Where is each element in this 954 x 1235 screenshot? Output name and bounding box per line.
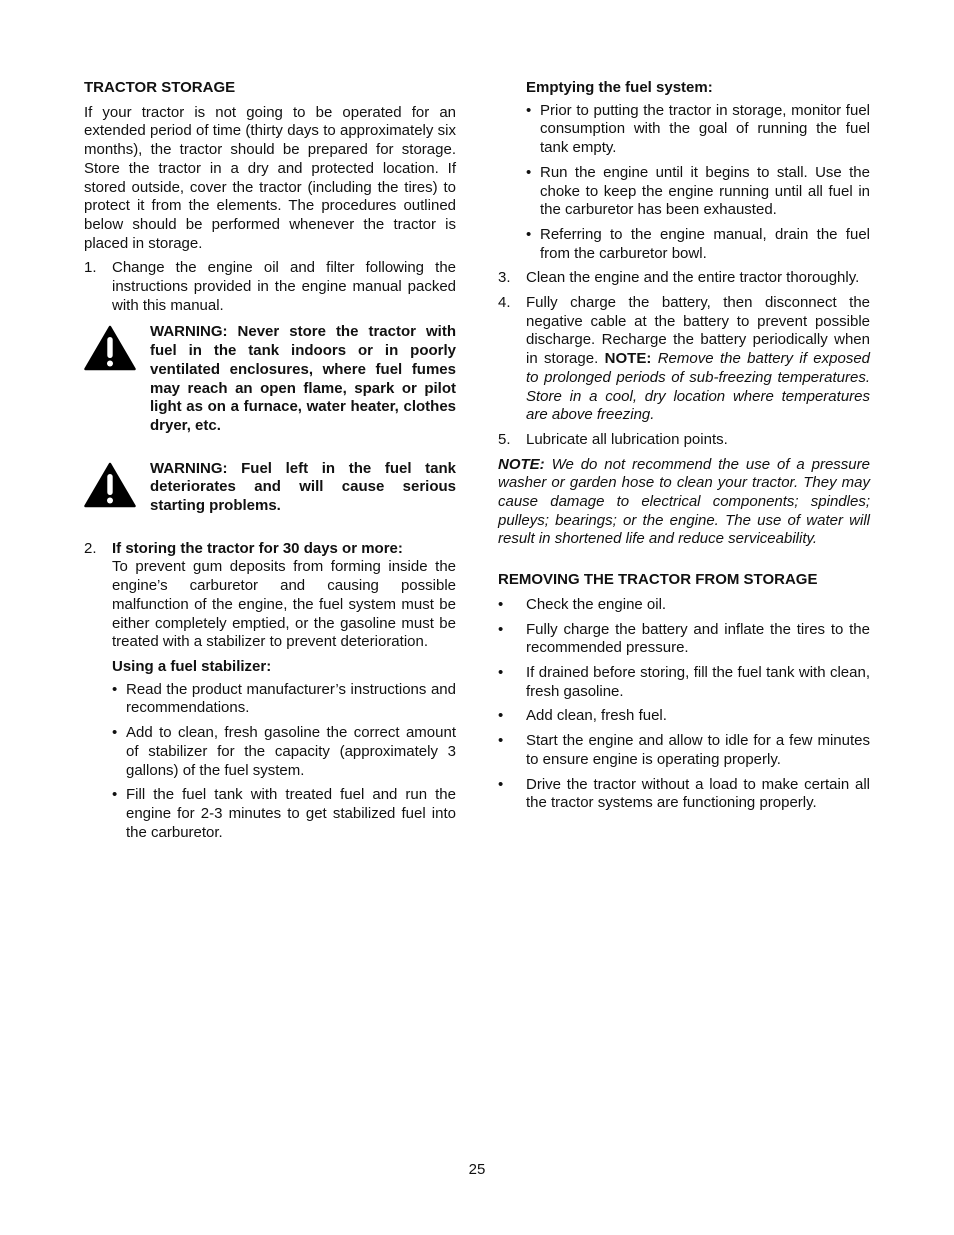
warning-block-fuel-indoors	[84, 323, 456, 435]
step-5	[498, 431, 870, 450]
list-item: • Prior to putting the tractor in storage, monitor fuel consumption with the goal of running the fuel tank empty.	[526, 101, 870, 157]
note-text: We do not recommend the use of a pressure washer or garden hose to clean your tractor. They may cause damage to electrical components; spindles; pulleys; bearings; or the engine. The use of water will result in shortened life and reduce serviceability.	[498, 455, 870, 548]
bullet: •	[498, 707, 504, 725]
step-2-text: To prevent gum deposits from forming inside the engine’s carburetor and causing possible malfunction of the engine, the fuel system must be either completely emptied, or the gasoline must be treated with a stabilizer to prevent deterioration.	[112, 558, 456, 651]
list-item: • Add clean, fresh fuel.	[498, 707, 667, 725]
step-4-number: 4.	[498, 294, 511, 312]
warning-text-fuel-deteriorates: WARNING: Fuel left in the fuel tank deteriorates and will cause serious starting problems.	[150, 459, 456, 515]
bullet: •	[498, 595, 504, 613]
warning-block-fuel-deteriorates	[84, 460, 456, 516]
step-5-text: Lubricate all lubrication points.	[526, 430, 728, 448]
step-1	[84, 259, 456, 315]
bullet: •	[498, 620, 504, 638]
step-2-title: If storing the tractor for 30 days or more:	[112, 539, 403, 557]
storage-intro: If your tractor is not going to be operated for an extended period of time (thirty days to approximately six months), the tractor should be prepared for storage. Store the tractor in a dry and protected location. If stored outside, cover the tractor (including the tires) to protect it from the elements. The procedures outlined below should be performed whenever the tractor is placed in storage.	[84, 103, 456, 252]
left-column	[84, 79, 456, 848]
tractor-storage-heading: TRACTOR STORAGE	[84, 79, 236, 96]
page-number: 25	[468, 1161, 486, 1178]
bullet: •	[526, 225, 532, 243]
list-item: • Add to clean, fresh gasoline the correct amount of stabilizer for the capacity (approximately 3 gallons) of the fuel system.	[112, 724, 456, 779]
bullet: •	[526, 163, 532, 181]
emptying-fuel-heading: Emptying the fuel system:	[526, 79, 713, 96]
list-item: • Fully charge the battery and inflate the tires to the recommended pressure.	[498, 620, 870, 657]
step-1-number: 1.	[84, 259, 97, 277]
warning-triangle-icon	[84, 460, 136, 516]
step-2-number: 2.	[84, 539, 97, 557]
step-3-number: 3.	[498, 269, 511, 287]
list-item: • If drained before storing, fill the fuel tank with clean, fresh gasoline.	[498, 663, 870, 700]
list-item: • Fill the fuel tank with treated fuel and run the engine for 2-3 minutes to get stabilized fuel into the carburetor.	[112, 786, 456, 841]
warning-text-fuel-indoors: WARNING: Never store the tractor with fuel in the tank indoors or in poorly ventilated enclosures, where fuel fumes may reach an open flame, spark or pilot light as on a furnace, water heater, clothes dryer, etc.	[150, 323, 456, 434]
list-item: • Referring to the engine manual, drain the fuel from the carburetor bowl.	[526, 225, 870, 262]
right-column	[498, 79, 870, 819]
removing-storage-heading: REMOVING THE TRACTOR FROM STORAGE	[498, 571, 818, 589]
step-2	[84, 540, 456, 652]
list-item: • Run the engine until it begins to stall. Use the choke to keep the engine running until all fuel in the carburetor has been exhausted.	[526, 163, 870, 219]
bullet: •	[498, 732, 504, 750]
bullet: •	[498, 775, 504, 793]
step-1-text: Change the engine oil and filter following the instructions provided in the engine manual packed with this manual.	[112, 259, 456, 314]
step-3-text: Clean the engine and the entire tractor thoroughly.	[526, 269, 860, 287]
step-3	[498, 269, 870, 288]
note-label: NOTE:	[498, 455, 545, 473]
bullet: •	[112, 724, 118, 742]
step-5-number: 5.	[498, 430, 511, 448]
list-item: • Drive the tractor without a load to make certain all the tractor systems are functioning properly.	[498, 775, 870, 812]
bullet: •	[112, 786, 118, 804]
step-4-note-text: Remove the battery if exposed to prolonged periods of sub-freezing temperatures. Store in a cool, dry location where temperatures are above freezing.	[526, 350, 871, 424]
pressure-washer-note	[498, 456, 870, 550]
list-item: • Check the engine oil.	[498, 595, 667, 613]
step-4-text: Fully charge the battery, then disconnect the negative cable at the battery to prevent possible discharge. Recharge the battery periodically when in storage.	[526, 294, 870, 368]
bullet: •	[112, 680, 118, 698]
warning-triangle-icon	[84, 323, 136, 435]
step-4	[498, 294, 870, 425]
step-4-note-label: NOTE:	[604, 350, 652, 368]
emptying-fuel-section	[498, 79, 870, 263]
bullet: •	[498, 663, 504, 681]
fuel-stabilizer-heading: Using a fuel stabilizer:	[112, 657, 272, 675]
fuel-stabilizer-section	[84, 658, 456, 842]
list-item: • Read the product manufacturer’s instructions and recommendations.	[112, 680, 456, 717]
list-item: • Start the engine and allow to idle for a few minutes to ensure engine is operating properly.	[498, 732, 870, 768]
bullet: •	[526, 101, 532, 119]
